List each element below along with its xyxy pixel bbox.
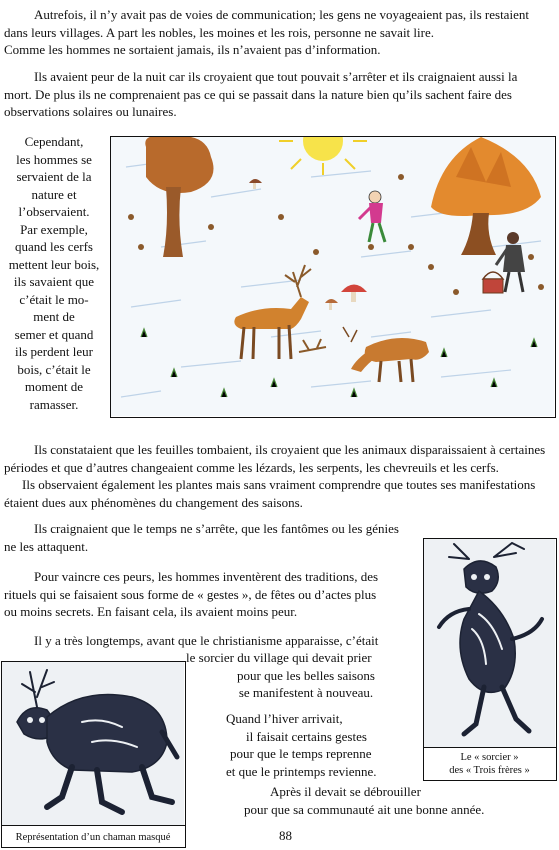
text-line: quand les cerfs <box>15 239 93 254</box>
chaman-figure <box>1 661 186 848</box>
text-line: servaient de la <box>16 169 92 184</box>
chaman-caption <box>2 831 184 844</box>
paragraph-traditions <box>4 568 378 621</box>
sorcier-figure <box>423 538 557 781</box>
text-line: nature et <box>31 186 77 202</box>
paragraph-sorcier-intro <box>34 632 378 650</box>
text-line: dans leurs villages. A part les nobles, les moines et les rois, personne ne savait lire. <box>4 24 434 40</box>
text-line: Autrefois, il n’y avait pas de voies de communication; les gens ne voyageaient pas, ils restaient <box>34 7 529 22</box>
caption-line: Le « sorcier » <box>460 752 519 763</box>
paragraph-phantoms <box>4 520 399 555</box>
caption-divider <box>2 825 185 826</box>
paragraph-intro <box>4 6 529 59</box>
text-line: pour que les belles saisons <box>237 667 375 683</box>
text-line: et que le printemps revienne. <box>226 763 377 779</box>
text-line: ramasser. <box>29 396 79 412</box>
nature-drawing <box>110 136 556 418</box>
text-line: mettent leur bois, <box>8 256 100 272</box>
text-line: Quand l’hiver arrivait, <box>226 711 343 726</box>
paragraph-conclusion <box>244 783 484 818</box>
text-line: pour que le temps reprenne <box>230 746 372 761</box>
text-line: l’observaient. <box>18 204 90 219</box>
text-line: pour que sa communauté ait une bonne année. <box>244 801 485 817</box>
text-line: observations solaires ou lunaires. <box>4 104 177 119</box>
text-line: se manifestent à nouveau. <box>238 685 374 700</box>
caption-line: Représentation d’un chaman masqué <box>15 832 171 843</box>
paragraph-sorcier-prayer <box>186 649 426 702</box>
text-line: Ils observaient également les plantes mais sans vraiment comprendre que toutes ses manifestations <box>22 477 536 492</box>
chaman-illustration <box>2 662 184 825</box>
text-line: ment de <box>33 309 75 324</box>
caption-line: des « Trois frères » <box>449 765 530 776</box>
text-line: ne les attaquent. <box>4 538 89 554</box>
text-line: bois, c’était le <box>17 361 91 377</box>
caption-divider <box>424 747 556 748</box>
text-line: Par exemple, <box>20 221 88 237</box>
text-line: Ils craignaient que le temps ne s’arrête, que les fantômes ou les génies <box>34 521 399 536</box>
text-line: ils savaient que <box>13 274 95 289</box>
text-line: Il y a très longtemps, avant que le christianisme apparaisse, c’était <box>34 633 379 648</box>
text-line: Cependant, <box>24 134 84 149</box>
text-line: Après il devait se débrouiller <box>270 784 421 799</box>
paragraph-winter <box>226 710 377 780</box>
text-line: semer et quand <box>14 326 94 342</box>
text-line: Ils constataient que les feuilles tombaient, ils croyaient que les animaux disparaissaient à certaines <box>34 442 546 457</box>
text-line: ou moins secrets. En faisant cela, ils avaient moins peur. <box>4 604 298 619</box>
text-line: étaient dues aux phénomènes du changement des saisons. <box>4 494 303 510</box>
sorcier-illustration <box>424 539 555 747</box>
side-column-text <box>4 133 104 413</box>
text-line: il faisait certains gestes <box>246 728 367 744</box>
text-line: c’était le mo- <box>19 291 89 307</box>
text-line: périodes et que d’autres changeaient comme les lézards, les serpents, les chevreuils et les cerfs. <box>4 459 499 475</box>
page-number: 88 <box>279 828 292 843</box>
text-line: Pour vaincre ces peurs, les hommes inventèrent des traditions, des <box>34 569 379 584</box>
sorcier-caption <box>424 751 555 777</box>
text-line: Ils avaient peur de la nuit car ils croyaient que tout pouvait s’arrêter et ils craignaient aussi la <box>34 69 518 84</box>
text-line: le sorcier du village qui devait prier <box>186 650 372 665</box>
text-line: mort. De plus ils ne comprenaient pas ce qui se passait dans la nature bien qu’ils sachent faire des <box>4 86 512 102</box>
text-line: moment de <box>24 379 84 394</box>
text-line: rituels qui se faisaient sous forme de « gestes », de fêtes ou d’actes plus <box>4 586 377 602</box>
text-line: les hommes se <box>16 151 92 167</box>
paragraph-observations <box>4 441 545 511</box>
nature-drawing-illustration <box>111 137 554 416</box>
text-line: Comme les hommes ne sortaient jamais, ils n’avaient pas d’information. <box>4 42 381 57</box>
text-line: ils perdent leur <box>15 344 93 359</box>
paragraph-fears <box>4 68 517 121</box>
